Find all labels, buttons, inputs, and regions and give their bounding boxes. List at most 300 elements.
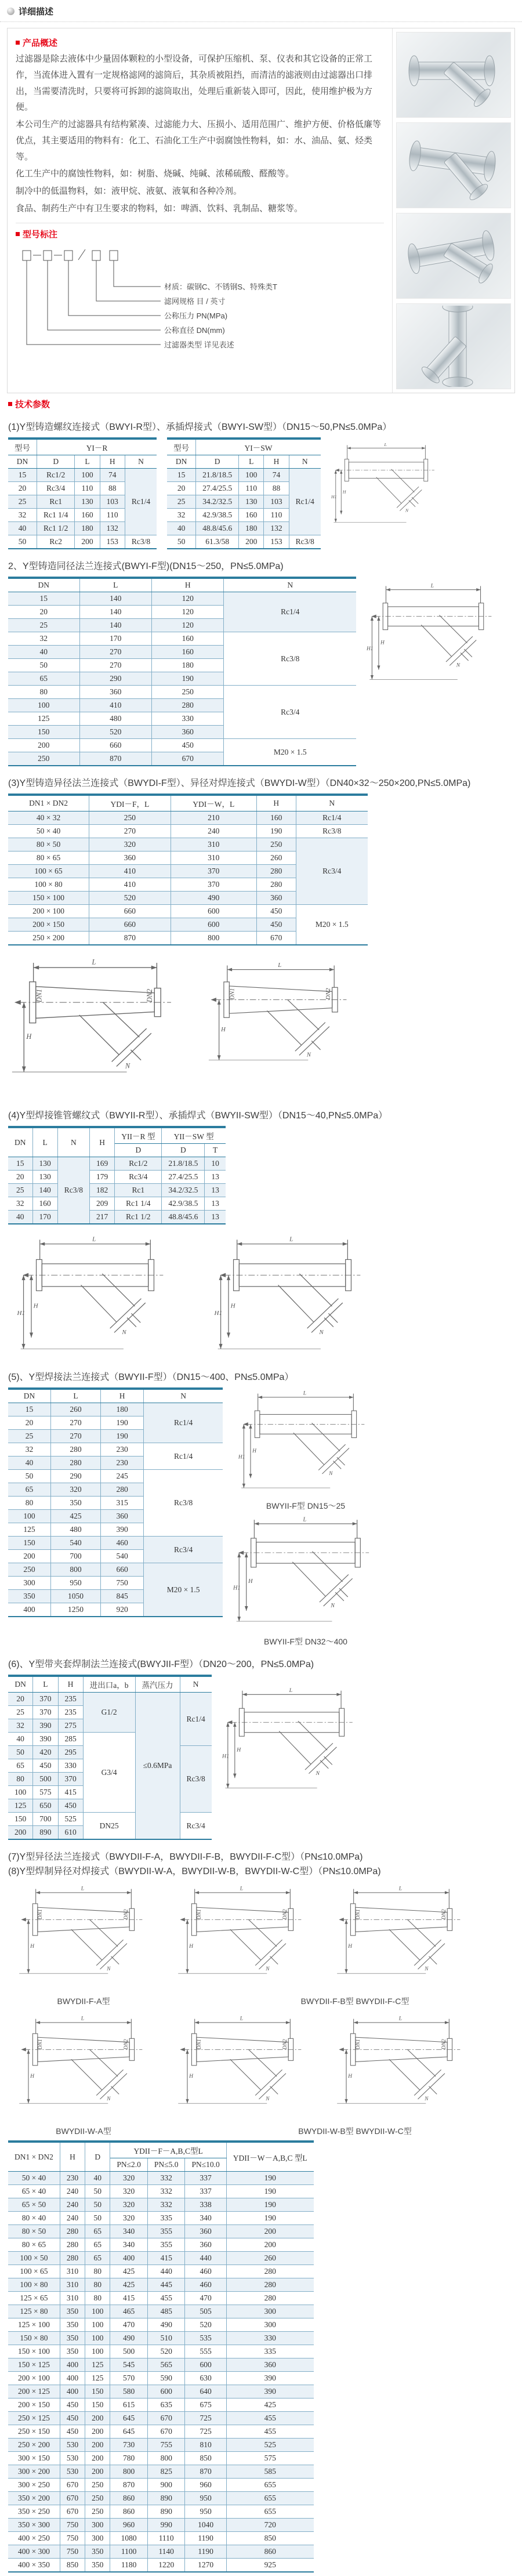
table-cell: 250 (85, 2479, 110, 2492)
table-cell: 350 (60, 2318, 85, 2332)
table-cell: 15 (8, 469, 37, 482)
table-cell: 425 (50, 1510, 100, 1523)
table-cell: 140 (79, 592, 151, 606)
table-cell: 65 (8, 672, 79, 686)
section-4-title: (4)Y型焊接锥管螺纹式（BWYII-R型）、承插焊式（BWYII-SW型）（DN15～40,PN≤5.0MPa） (8, 1111, 388, 1121)
table-cell: 310 (60, 2265, 85, 2278)
table-row (8, 825, 368, 838)
model-label-mesh: 滤网规格 目 / 英寸 (164, 296, 226, 306)
table-row (8, 2385, 314, 2399)
overview-paragraph: 化工生产中的腐蚀性物料，如：树脂、烧碱、纯碱、浓稀硫酸、醛酸等。 (16, 169, 295, 179)
table-cell: 470 (110, 2318, 148, 2332)
table-cell: 250 (8, 1563, 50, 1577)
table-cell: 845 (100, 1590, 143, 1603)
table-cell: 1220 (147, 2559, 185, 2573)
table-row (8, 469, 157, 482)
table-row (8, 905, 368, 918)
table-cell: 65 × 50 (8, 2198, 60, 2212)
table-cell: 415 (58, 1786, 83, 1799)
product-photo (396, 213, 511, 299)
table-cell: 217 (90, 1211, 115, 1224)
table-cell: 10 (205, 1157, 226, 1171)
table-row (8, 439, 157, 455)
table-row (8, 2185, 314, 2198)
table-cell: 520 (89, 892, 171, 905)
overview-paragraph: 本公司生产的过滤器具有结构紧凑、过滤能力大、压损小、适用范围广、维护方便、价格低廉等优点，其主要适用的物料有：化工、石油化工生产中弱腐蚀性物料，如：水、油品、氨、烃类等。 (16, 119, 382, 162)
table-cell: Rc1 (37, 495, 75, 509)
table-cell: 270 (79, 659, 151, 672)
table-cell: 50 × 40 (8, 825, 89, 838)
table-cell: 300 × 150 (8, 2452, 60, 2465)
table-cell: 235 (58, 1693, 83, 1706)
table-cell: Rc1 1/2 (37, 522, 75, 535)
table-cell: 140 (79, 606, 151, 619)
table-cell: 50 (167, 535, 196, 549)
table-cell: 15 (8, 1157, 32, 1171)
header-cell: YII－R 型 (115, 1127, 162, 1144)
table-cell: 160 (256, 811, 296, 825)
table-cell: Rc1 (115, 1184, 162, 1197)
table-row (8, 1470, 223, 1483)
table-row (8, 2519, 314, 2532)
table-cell: 32 (8, 632, 79, 646)
table-cell: 400 × 350 (8, 2559, 60, 2573)
table-cell: 15 (167, 469, 196, 482)
table-row (8, 2345, 314, 2358)
table-cell: 15 (8, 1403, 50, 1416)
table-cell: 750 (100, 1577, 143, 1590)
table-cell: 280 (100, 1483, 143, 1497)
table-cell: 290 (79, 672, 151, 686)
table-cell: 160 (151, 632, 223, 646)
header-cell: YI－SW (196, 439, 321, 455)
table-cell: 200 (8, 1826, 33, 1840)
table-cell: 280 (50, 1457, 100, 1470)
table-cell: 27.4/25.5 (162, 1171, 205, 1184)
header-cell: PN≤5.0 (147, 2158, 185, 2172)
table-cell: 338 (185, 2198, 226, 2212)
header-cell: D (115, 1144, 162, 1157)
table-row (8, 2332, 314, 2345)
table-cell: 150 × 125 (8, 2358, 60, 2372)
section-9 (8, 2140, 514, 2573)
table-cell: 370 (33, 1706, 58, 1719)
table-cell: 180 (151, 659, 223, 672)
table-cell: 300 × 250 (8, 2479, 60, 2492)
section-6 (8, 1657, 514, 1840)
yi-r-drawing (331, 437, 441, 533)
table-cell: 25 (167, 495, 196, 509)
table-cell: 240 (171, 825, 256, 838)
table-cell: 315 (100, 1497, 143, 1510)
model-heading (16, 228, 384, 240)
table-row (8, 1389, 223, 1403)
table-cell: M20 × 1.5 (144, 1563, 223, 1617)
table-cell: 190 (100, 1416, 143, 1430)
table-cell: 120 (151, 606, 223, 619)
header-cell: PN≤2.0 (110, 2158, 148, 2172)
model-title: 型号标注 (23, 229, 58, 240)
table-cell: 332 (147, 2185, 185, 2198)
table-cell: 510 (147, 2332, 185, 2345)
table-row (8, 2252, 314, 2265)
header-cell: D (85, 2142, 110, 2172)
table-row (8, 2172, 314, 2185)
table-cell: 42.9/38.5 (196, 509, 239, 522)
model-label-type: 过滤器类型 详见表述 (164, 340, 234, 349)
table-cell: 125 (8, 1523, 50, 1537)
table-cell: 400 (60, 2385, 85, 2399)
table-cell: 320 (110, 2212, 148, 2225)
table-cell: 210 (171, 811, 256, 825)
table-cell: 500 (33, 1773, 58, 1786)
table-cell: G3/4 (83, 1733, 135, 1813)
table-cell: 485 (147, 2305, 185, 2318)
table-cell: 110 (75, 482, 100, 495)
table-cell: 860 (110, 2505, 148, 2519)
table-cell: 610 (58, 1826, 83, 1840)
table-cell: 40 (167, 522, 196, 535)
table-cell: G1/2 (83, 1693, 135, 1733)
table-cell: 200 × 150 (8, 2399, 60, 2412)
table-cell: 153 (100, 535, 125, 549)
table-row (8, 2225, 314, 2238)
table-cell: 410 (79, 699, 151, 712)
table-cell: 360 (185, 2225, 226, 2238)
table-cell: 34.2/32.5 (196, 495, 239, 509)
section-3 (8, 776, 514, 1099)
table-row (8, 795, 368, 811)
table-cell: 600 (171, 905, 256, 918)
table-cell: 800 (110, 2465, 148, 2479)
table-cell: 565 (147, 2358, 185, 2372)
table-cell: 200 (239, 535, 264, 549)
table-row (8, 535, 157, 549)
table-cell: 350 (50, 1497, 100, 1510)
table-cell: 150 (85, 2385, 110, 2399)
table-cell: 390 (33, 1733, 58, 1746)
table-cell: 350 (85, 2545, 110, 2559)
table-cell: 80 (8, 1497, 50, 1510)
table-cell: 280 (226, 2265, 313, 2278)
table-cell: 1100 (110, 2545, 148, 2559)
table-cell: Rc1/4 (125, 469, 157, 535)
header-cell: N (125, 455, 157, 469)
table-cell: 100 × 65 (8, 2265, 60, 2278)
overview-box (7, 28, 515, 393)
header-cell: H (100, 455, 125, 469)
table-ydi (8, 794, 368, 945)
ydii-f-a-drawing (8, 1883, 159, 1993)
table-cell: 535 (185, 2332, 226, 2345)
table-cell: 50 × 40 (8, 2172, 60, 2185)
table-cell: Rc3/8 (224, 632, 356, 686)
table-cell: 555 (185, 2345, 226, 2358)
table-cell: 925 (226, 2559, 313, 2573)
table-cell: 32 (167, 509, 196, 522)
table-cell: 190 (226, 2212, 313, 2225)
table-cell: 460 (185, 2278, 226, 2292)
table-row (8, 592, 356, 606)
header-cell: H (151, 578, 223, 592)
ywjii-f-drawing (222, 1675, 361, 1808)
table-cell: 355 (147, 2238, 185, 2252)
table-cell: 420 (33, 1746, 58, 1759)
table-row (8, 2439, 314, 2452)
table-cell: 670 (147, 2412, 185, 2425)
overview-text-column (8, 28, 392, 393)
table-cell: 570 (110, 2372, 148, 2385)
table-row (8, 2212, 314, 2225)
table-row (8, 1403, 223, 1416)
table-cell: 335 (147, 2212, 185, 2225)
table-row (8, 2318, 314, 2332)
table-cell: 635 (147, 2399, 185, 2412)
table-cell: 170 (79, 632, 151, 646)
table-cell: 32 (8, 509, 37, 522)
table-cell: 615 (110, 2399, 148, 2412)
table-cell: 200 (85, 2412, 110, 2425)
table-cell: 655 (226, 2505, 313, 2519)
table-cell: 370 (33, 1693, 58, 1706)
table-cell: 960 (110, 2519, 148, 2532)
table-cell: 340 (110, 2238, 148, 2252)
table-cell: 580 (110, 2385, 148, 2399)
table-cell: Rc1/4 (144, 1443, 223, 1470)
table-cell: 675 (185, 2399, 226, 2412)
table-cell: 209 (90, 1197, 115, 1211)
table-cell: 950 (185, 2492, 226, 2505)
yii-f-small-drawing (233, 1387, 378, 1498)
table-cell: 585 (226, 2465, 313, 2479)
table-cell: 1140 (147, 2545, 185, 2559)
table-cell: 250 (256, 838, 296, 852)
table-cell: 260 (256, 852, 296, 865)
table-cell: 300 (226, 2318, 313, 2332)
table-cell: 630 (185, 2372, 226, 2385)
page-header (0, 0, 522, 22)
table-cell: 337 (185, 2185, 226, 2198)
header-cell: YDI－F，L (89, 795, 171, 811)
table-cell: 200 (75, 535, 100, 549)
table-cell: 332 (147, 2198, 185, 2212)
table-cell: 370 (171, 865, 256, 878)
table-cell: 750 (60, 2532, 85, 2545)
table-cell: 40 (85, 2172, 110, 2185)
header-cell: YDII－F－A,B,C型L (110, 2142, 226, 2158)
ydi-f-drawing (8, 954, 182, 1099)
table-cell: 88 (264, 482, 289, 495)
ydii-w-b-drawing (167, 2013, 318, 2123)
table-cell: 20 (8, 1416, 50, 1430)
table-cell: 65 (85, 2225, 110, 2238)
table-cell: 440 (147, 2265, 185, 2278)
table-cell: Rc3/4 (144, 1537, 223, 1563)
bullet-sphere-icon (7, 8, 14, 15)
table-cell: 48.8/45.6 (196, 522, 239, 535)
table-row (8, 2198, 314, 2212)
table-cell: 330 (151, 712, 223, 726)
header-cell: 型号 (8, 439, 37, 455)
table-cell: 190 (151, 672, 223, 686)
table-row (8, 2452, 314, 2465)
section-2-title: 2、Y型铸造同径法兰连接式(BWYI-F型)(DN15～250，PN≤5.0MPa) (8, 561, 284, 571)
table-cell: 300 (226, 2305, 313, 2318)
table-row (8, 2142, 314, 2158)
table-cell: 350 (8, 1590, 50, 1603)
table-cell: 100 (8, 1510, 50, 1523)
table-cell: 360 (256, 892, 296, 905)
table-cell: 80 (85, 2278, 110, 2292)
header-cell: L (33, 1676, 58, 1693)
model-label-pressure: 公称压力 PN(MPa) (164, 311, 228, 320)
table-cell: 440 (185, 2252, 226, 2265)
table-cell: 725 (185, 2425, 226, 2439)
table-cell: 65 (8, 1483, 50, 1497)
table-cell: 65 (8, 1759, 33, 1773)
table-cell: 130 (32, 1171, 57, 1184)
table-cell: 270 (79, 646, 151, 659)
table-cell: 700 (50, 1550, 100, 1563)
table-row (8, 2479, 314, 2492)
table-cell: 645 (110, 2425, 148, 2439)
table-cell: 425 (110, 2265, 148, 2278)
table-cell: 140 (32, 1184, 57, 1197)
table-cell: 1250 (50, 1603, 100, 1617)
header-cell: L (79, 578, 151, 592)
table-cell: 450 (151, 739, 223, 752)
table-cell: 230 (100, 1457, 143, 1470)
table-yii-f (8, 1387, 223, 1617)
table-cell: 850 (60, 2559, 85, 2573)
table-cell: 190 (226, 2198, 313, 2212)
table-cell: 900 (147, 2479, 185, 2492)
table-cell: 140 (79, 619, 151, 632)
overview-title: 产品概述 (23, 38, 58, 48)
table-cell: 335 (226, 2345, 313, 2358)
table-cell: 350 × 250 (8, 2505, 60, 2519)
table-cell: 48.8/45.6 (162, 1211, 205, 1224)
table-cell: 660 (89, 905, 171, 918)
table-cell: 50 (8, 1746, 33, 1759)
table-cell: 130 (32, 1157, 57, 1171)
table-cell: 670 (60, 2479, 85, 2492)
table-cell: 590 (147, 2372, 185, 2385)
table-cell: 200 × 100 (8, 2372, 60, 2385)
table-cell: 860 (110, 2492, 148, 2505)
table-cell: 780 (110, 2452, 148, 2465)
table-ydii-dimensions (8, 2140, 314, 2573)
header-cell: D (196, 455, 239, 469)
table-cell: 655 (226, 2492, 313, 2505)
table-cell: 1190 (185, 2532, 226, 2545)
table-row (8, 2278, 314, 2292)
table-cell: 270 (89, 825, 171, 838)
overview-paragraph: 制冷中的低温物料，如：液甲烷、液氨、液氧和各种冷剂。 (16, 186, 242, 196)
header-cell: 进出口a，b (83, 1676, 135, 1693)
table-cell: 640 (185, 2385, 226, 2399)
table-cell: 540 (100, 1550, 143, 1563)
table-cell: 450 (60, 2399, 85, 2412)
table-row (167, 469, 321, 482)
table-cell: Rc1/4 (296, 811, 368, 825)
tech-title: 技术参数 (15, 400, 50, 410)
table-cell: 850 (185, 2452, 226, 2465)
table-cell: 240 (60, 2212, 85, 2225)
table-cell: 1110 (147, 2532, 185, 2545)
table-row (8, 739, 356, 752)
table-cell: Rc3/8 (296, 825, 368, 838)
table-cell: 1040 (185, 2519, 226, 2532)
header-cell: D (37, 455, 75, 469)
table-cell: 500 (110, 2345, 148, 2358)
table-cell: 415 (110, 2292, 148, 2305)
table-cell: 103 (100, 495, 125, 509)
section-8-title: (8)Y型焊制异径对焊接式（BWYDII-W-A，BWYDII-W-B，BWYDII-W-C型）（PN≤10.0MPa) (8, 1867, 381, 1876)
table-cell: 65 (85, 2238, 110, 2252)
table-cell: 490 (110, 2332, 148, 2345)
table-cell: Rc1/2 (37, 469, 75, 482)
table-cell: 32 (8, 1443, 50, 1457)
table-row (8, 811, 368, 825)
table-cell: 300 × 200 (8, 2465, 60, 2479)
table-cell: 40 (8, 1733, 33, 1746)
table-row (167, 535, 321, 549)
table-cell: 50 (85, 2212, 110, 2225)
table-yi-f (8, 577, 356, 766)
table-cell: 425 (110, 2278, 148, 2292)
header-cell: PN≤10.0 (185, 2158, 226, 2172)
table-cell: 25 (8, 1184, 32, 1197)
drawing-caption: BWYII-F型 DN32～400 (264, 1637, 347, 1646)
table-cell: 250 × 125 (8, 2412, 60, 2425)
table-cell: 125 (85, 2372, 110, 2385)
table-cell: 890 (147, 2492, 185, 2505)
table-cell: 525 (58, 1813, 83, 1826)
table-cell: 13 (205, 1184, 226, 1197)
table-cell: 825 (147, 2465, 185, 2479)
table-cell: 250 × 200 (8, 2439, 60, 2452)
table-cell: 280 (226, 2278, 313, 2292)
section-4 (8, 1108, 514, 1360)
section-6-title: (6)、Y型带夹套焊制法兰连接式(BWYJII-F型）（DN20～200，PN≤5.0MPa) (8, 1660, 314, 1669)
table-row (8, 2425, 314, 2439)
table-cell: 360 (151, 726, 223, 739)
table-cell: 465 (110, 2305, 148, 2318)
table-cell: 88 (100, 482, 125, 495)
header-cell: 型号 (167, 439, 196, 455)
table-row (8, 2412, 314, 2425)
table-cell: 180 (100, 1403, 143, 1416)
table-cell: Rc3/4 (224, 686, 356, 739)
header-cell: YII－SW 型 (162, 1127, 226, 1144)
overview-paragraph: 食品、制药生产中有卫生要求的物料，如：啤酒、饮料、乳制品、糖浆等。 (16, 203, 303, 213)
table-cell: 132 (264, 522, 289, 535)
table-cell: 280 (60, 2225, 85, 2238)
table-cell: 100 (8, 699, 79, 712)
table-cell: 950 (50, 1577, 100, 1590)
table-cell: 200 (85, 2425, 110, 2439)
table-cell: 490 (171, 892, 256, 905)
header-cell: N (289, 455, 321, 469)
table-cell: Rc1/2 (115, 1157, 162, 1171)
table-cell: 860 (226, 2545, 313, 2559)
table-cell: 125 × 65 (8, 2292, 60, 2305)
table-cell: 280 (60, 2238, 85, 2252)
table-cell: 340 (110, 2225, 148, 2238)
table-cell: Rc3/8 (289, 535, 321, 549)
table-cell: 50 (8, 1470, 50, 1483)
